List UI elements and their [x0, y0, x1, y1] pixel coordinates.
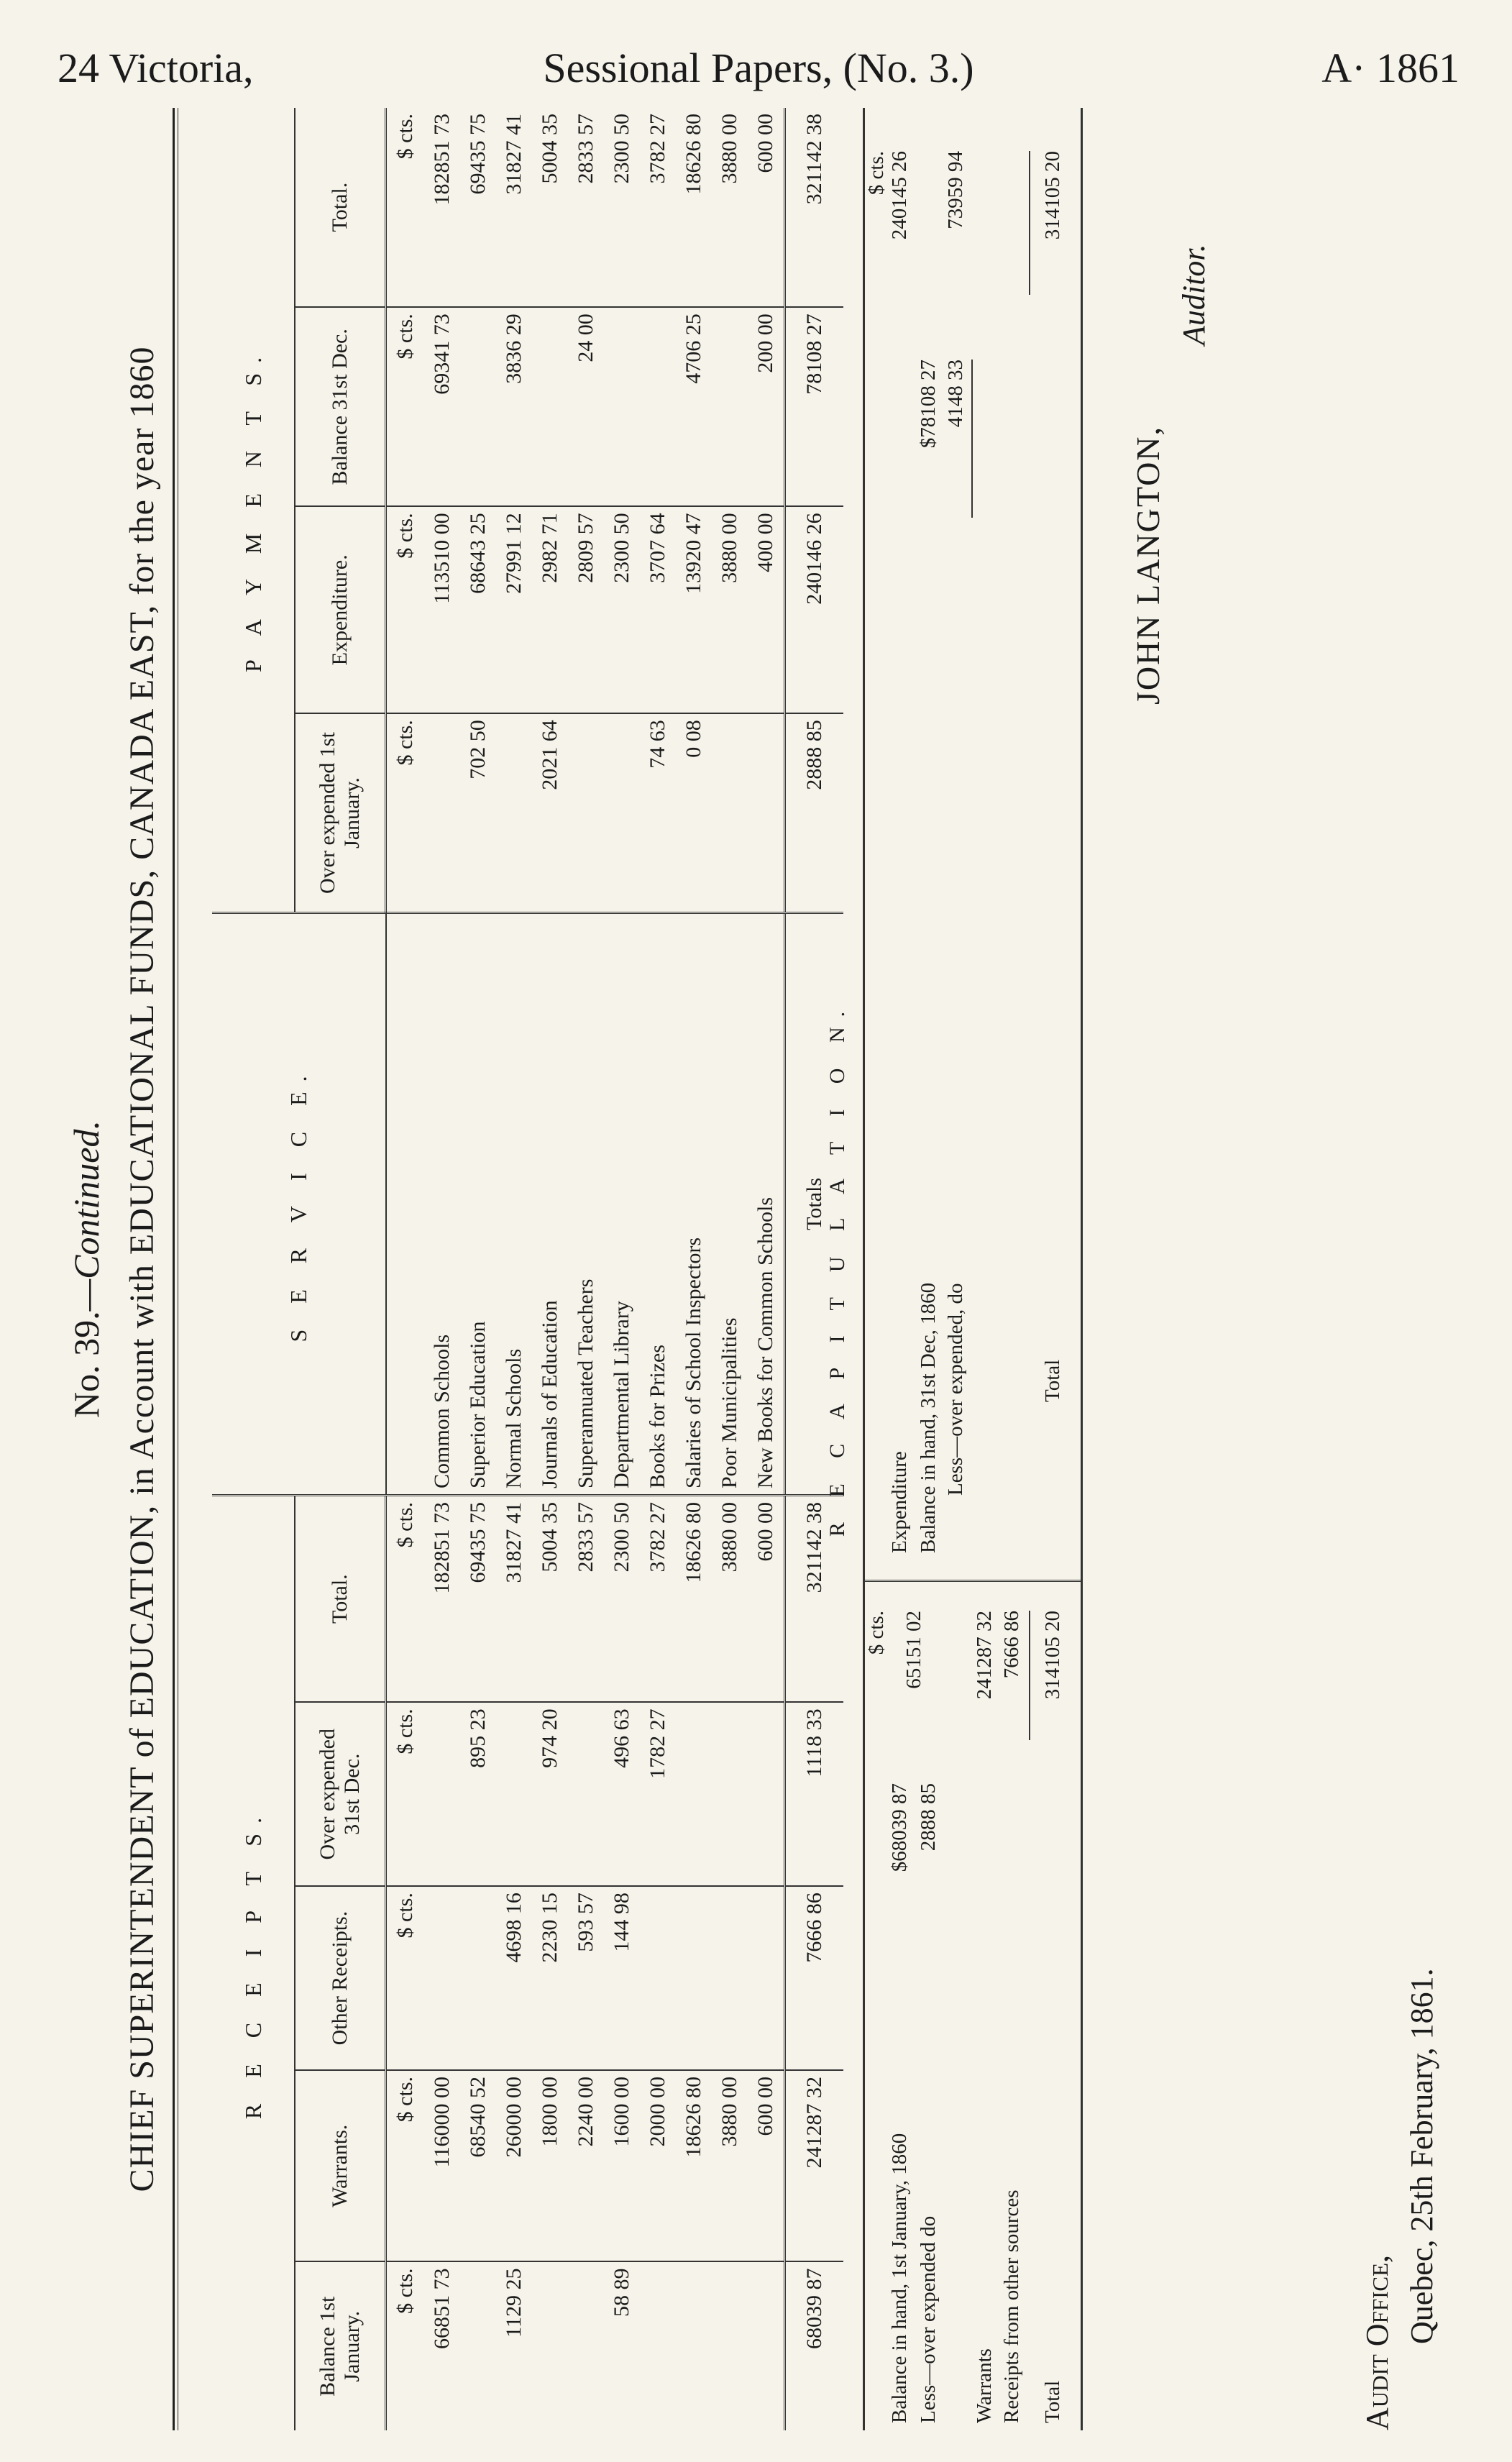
amount-cell: 3880 00: [712, 1496, 748, 1703]
amount-cell: 3782 27: [640, 1496, 676, 1703]
amount-cell: 1782 27: [640, 1702, 676, 1886]
amount-cell: 974 20: [532, 1702, 568, 1886]
recap-other-sources-label: Receipts from other sources: [1000, 2189, 1023, 2423]
amount-cell: [460, 2261, 496, 2430]
receipts-heading: R E C E I P T S.: [212, 1496, 295, 2431]
audit-office: Audit Office,: [1360, 2254, 1395, 2430]
recap-right-sub-rule: [971, 360, 973, 518]
doc-continued: —Continued.: [66, 1120, 106, 1312]
units-cell: $ cts.: [386, 2070, 425, 2261]
amount-cell: 68643 25: [460, 506, 496, 713]
amount-cell: 2240 00: [568, 2070, 604, 2261]
amount-cell: 3880 00: [712, 108, 748, 307]
amount-cell: 200 00: [748, 307, 785, 506]
recap-right-sum-rule: [1029, 151, 1030, 295]
amount-cell: 3707 64: [640, 506, 676, 713]
header-left: 24 Victoria,: [58, 45, 254, 91]
amount-cell: [712, 307, 748, 506]
service-name-cell: Journals of Education: [532, 912, 568, 1495]
amount-cell: 5004 35: [532, 108, 568, 307]
amount-cell: 600 00: [748, 1496, 785, 1703]
recap-warrants-value: 241287 32: [973, 1611, 996, 1700]
amount-cell: 31827 41: [496, 108, 532, 307]
amount-cell: 600 00: [748, 2070, 785, 2261]
amount-cell: [424, 1886, 460, 2070]
amount-cell: 69435 75: [460, 1496, 496, 1703]
recap-right-units: $ cts.: [865, 151, 888, 196]
recap-left-sum-rule: [1029, 1611, 1030, 1740]
doc-number: No. 39.: [66, 1311, 106, 1418]
units-cell: $ cts.: [386, 1496, 425, 1703]
document-number: [65, 108, 108, 2430]
amount-cell: 3880 00: [712, 506, 748, 713]
title-rule: [173, 108, 178, 2430]
table-row: [748, 108, 785, 2430]
amount-cell: 68540 52: [460, 2070, 496, 2261]
amount-cell: 2000 00: [640, 2070, 676, 2261]
table-row: [568, 108, 604, 2430]
amount-cell: 600 00: [748, 108, 785, 307]
amount-cell: 2300 50: [604, 506, 640, 713]
total-receipts: 321142 38: [785, 1496, 844, 1703]
table-row: [496, 108, 532, 2430]
amount-cell: 702 50: [460, 713, 496, 912]
auditor-role: Auditor.: [1176, 244, 1211, 345]
recap-balance-dec-value: $78108 27: [917, 360, 940, 449]
total-over-expended-31-dec: 1118 33: [785, 1702, 844, 1886]
recap-balance-jan-label: Balance in hand, 1st January, 1860: [888, 2133, 911, 2423]
amount-cell: 182851 73: [424, 108, 460, 307]
amount-cell: [748, 1702, 785, 1886]
recap-right-over-expended-value: 4148 33: [944, 360, 967, 428]
amount-cell: 4706 25: [676, 307, 712, 506]
amount-cell: 18626 80: [676, 1496, 712, 1703]
amount-cell: [424, 1702, 460, 1886]
amount-cell: 58 89: [610, 2268, 633, 2317]
amount-cell: 2230 15: [532, 1886, 568, 2070]
amount-cell: 31827 41: [496, 1496, 532, 1703]
recap-right-over-expended-label: Less—over expended, do: [944, 1283, 967, 1496]
amount-cell: 4698 16: [496, 1886, 532, 2070]
amount-cell: 1129 25: [502, 2268, 526, 2338]
amount-cell: [568, 2261, 604, 2430]
audit-date: Quebec, 25th February, 1861.: [1404, 1968, 1439, 2344]
recapitulation: [863, 108, 1083, 2430]
header-center: Sessional Papers, (No. 3.): [543, 45, 974, 91]
recap-expenditure-label: Expenditure: [888, 1451, 911, 1553]
totals-label: Totals: [785, 912, 844, 1495]
service-name-cell: Books for Prizes: [640, 912, 676, 1495]
recap-left: [865, 1580, 1081, 2430]
units-cell: $ cts.: [386, 307, 425, 506]
table-row: [460, 108, 496, 2430]
recap-warrants-label: Warrants: [973, 2348, 996, 2423]
amount-cell: [496, 713, 532, 912]
total-warrants: 241287 32: [785, 2070, 844, 2261]
amount-cell: [640, 1886, 676, 2070]
recap-balance-jan-value: $68039 87: [888, 1783, 911, 1872]
amount-cell: 1600 00: [604, 2070, 640, 2261]
amount-cell: [568, 1702, 604, 1886]
total-expenditure: 240146 26: [785, 506, 844, 713]
amount-cell: 18626 80: [676, 2070, 712, 2261]
amount-cell: 26000 00: [496, 2070, 532, 2261]
amount-cell: 2300 50: [604, 1496, 640, 1703]
account-table: [212, 108, 843, 2430]
amount-cell: [676, 2261, 712, 2430]
units-cell: $ cts.: [393, 2268, 417, 2314]
amount-cell: [712, 2261, 748, 2430]
col-other-receipts: Other Receipts.: [295, 1886, 386, 2070]
recap-over-expended-label: Less—over expended do: [917, 2215, 940, 2423]
amount-cell: 1800 00: [532, 2070, 568, 2261]
amount-cell: 400 00: [748, 506, 785, 713]
recap-right-total-label: Total: [1041, 1359, 1064, 1402]
amount-cell: 69435 75: [460, 108, 496, 307]
units-cell: $ cts.: [386, 713, 425, 912]
amount-cell: 66851 73: [430, 2268, 454, 2349]
service-name-cell: Poor Municipalities: [712, 912, 748, 1495]
units-cell: $ cts.: [386, 506, 425, 713]
table-row: [712, 108, 748, 2430]
service-name-cell: Departmental Library: [604, 912, 640, 1495]
col-over-expended-31-dec: Over expended 31st Dec.: [295, 1702, 386, 1886]
amount-cell: 24 00: [568, 307, 604, 506]
amount-cell: 2809 57: [568, 506, 604, 713]
total-other-receipts: 7666 86: [785, 1886, 844, 2070]
amount-cell: [712, 713, 748, 912]
amount-cell: 2982 71: [532, 506, 568, 713]
amount-cell: 2833 57: [568, 108, 604, 307]
recap-balance-dec-label: Balance in hand, 31st Dec, 1860: [917, 1282, 940, 1553]
units-cell: [386, 912, 425, 1495]
units-cell: $ cts.: [386, 1886, 425, 2070]
amount-cell: [604, 307, 640, 506]
recap-right-net: 73959 94: [944, 151, 967, 229]
amount-cell: 27991 12: [496, 506, 532, 713]
amount-cell: 116000 00: [424, 2070, 460, 2261]
amount-cell: 182851 73: [424, 1496, 460, 1703]
page-header: [58, 36, 1460, 101]
table-row: [676, 108, 712, 2430]
col-expenditure: Expenditure.: [295, 506, 386, 713]
amount-cell: [676, 1886, 712, 2070]
table-row: [604, 108, 640, 2430]
amount-cell: [460, 307, 496, 506]
amount-cell: [424, 713, 460, 912]
amount-cell: [712, 1886, 748, 2070]
col-warrants: Warrants.: [295, 2070, 386, 2261]
amount-cell: 593 57: [568, 1886, 604, 2070]
amount-cell: 3836 29: [496, 307, 532, 506]
amount-cell: 13920 47: [676, 506, 712, 713]
recap-left-total-value: 314105 20: [1041, 1611, 1064, 1700]
amount-cell: 2300 50: [604, 108, 640, 307]
recap-right-total-value: 314105 20: [1041, 151, 1064, 240]
service-name-cell: Salaries of School Inspectors: [676, 912, 712, 1495]
amount-cell: [748, 1886, 785, 2070]
amount-cell: [568, 713, 604, 912]
col-receipts-total: Total.: [295, 1496, 386, 1703]
amount-cell: [676, 1702, 712, 1886]
units-row: [386, 108, 425, 2430]
amount-cell: [460, 1886, 496, 2070]
header-right: A· 1861: [1321, 45, 1460, 91]
amount-cell: 3782 27: [640, 108, 676, 307]
amount-cell: [640, 307, 676, 506]
service-heading: S E R V I C E.: [212, 912, 386, 1495]
recap-other-sources-value: 7666 86: [1000, 1611, 1023, 1679]
amount-cell: 895 23: [460, 1702, 496, 1886]
col-over-expended-1st-jan: Over expended 1st January.: [295, 713, 386, 912]
amount-cell: [604, 713, 640, 912]
amount-cell: 113510 00: [424, 506, 460, 713]
service-name-cell: New Books for Common Schools: [748, 912, 785, 1495]
recap-left-units: $ cts.: [865, 1611, 888, 1655]
recap-right: [865, 108, 1081, 1560]
amount-cell: 2833 57: [568, 1496, 604, 1703]
rotated-account-page: [65, 108, 1467, 2430]
amount-cell: [748, 2261, 785, 2430]
table-row: [640, 108, 676, 2430]
total-balance-31-dec: 78108 27: [785, 307, 844, 506]
amount-cell: 69341 73: [424, 307, 460, 506]
total-payments: 321142 38: [785, 108, 844, 307]
units-cell: $ cts.: [386, 1702, 425, 1886]
amount-cell: [640, 2261, 676, 2430]
amount-cell: [748, 713, 785, 912]
units-cell: $ cts.: [386, 108, 425, 307]
amount-cell: 0 08: [676, 713, 712, 912]
table-row: [532, 108, 568, 2430]
amount-cell: 18626 80: [676, 108, 712, 307]
recap-net-balance: 65151 02: [902, 1611, 925, 1689]
account-rows: [386, 108, 785, 2430]
table-row: [424, 108, 460, 2430]
payments-heading: P A Y M E N T S.: [212, 108, 295, 912]
service-name-cell: Common Schools: [424, 912, 460, 1495]
amount-cell: [532, 2261, 568, 2430]
service-name-cell: Superannuated Teachers: [568, 912, 604, 1495]
total-over-expended-1st-jan: 2888 85: [785, 713, 844, 912]
amount-cell: 496 63: [604, 1702, 640, 1886]
col-balance-31-dec: Balance 31st Dec.: [295, 307, 386, 506]
col-payments-total: Total.: [295, 108, 386, 307]
service-name-cell: Superior Education: [460, 912, 496, 1495]
amount-cell: 74 63: [640, 713, 676, 912]
amount-cell: 144 98: [604, 1886, 640, 2070]
document-title: CHIEF SUPERINTENDENT of EDUCATION, in Account with EDUCATIONAL FUNDS, CANADA EAST, for the year 1860: [123, 346, 161, 2192]
recap-left-total-label: Total: [1041, 2380, 1064, 2423]
auditor-name: JOHN LANGTON,: [1130, 425, 1166, 705]
service-name-cell: Normal Schools: [496, 912, 532, 1495]
amount-cell: [496, 1702, 532, 1886]
total-balance-1st-jan: 68039 87: [785, 2261, 844, 2430]
recap-expenditure-value: 240145 26: [888, 151, 911, 240]
col-balance-1st-jan: Balance 1st January.: [295, 2261, 386, 2430]
recapitulation-title: R E C A P I T U L A T I O N.: [825, 1001, 849, 1537]
amount-cell: [712, 1702, 748, 1886]
amount-cell: 2021 64: [532, 713, 568, 912]
amount-cell: [532, 307, 568, 506]
amount-cell: 5004 35: [532, 1496, 568, 1703]
recap-over-expended-value: 2888 85: [917, 1783, 940, 1852]
amount-cell: 3880 00: [712, 2070, 748, 2261]
